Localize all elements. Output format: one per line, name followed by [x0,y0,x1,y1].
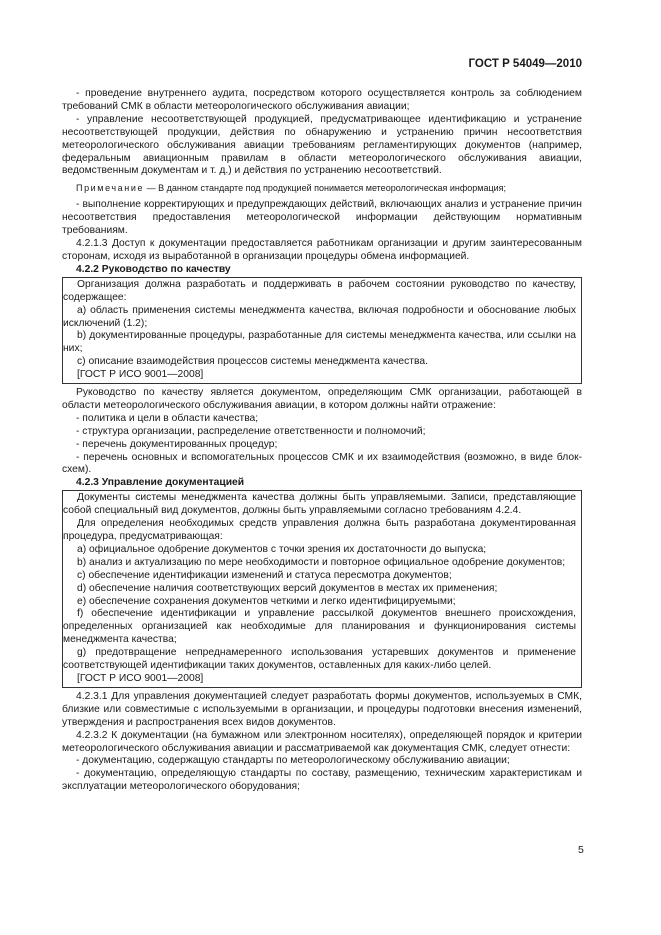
paragraph: 4.2.3.2 К документации (на бумажном или электронном носителях), определяющей порядок и критерии метеорологического обслуживания авиации и рассматриваемой как документация СМК, следует отнести: [62,729,582,754]
list-item: - политика и цели в области качества; [76,412,259,424]
standard-designation: ГОСТ Р 54049—2010 [468,58,582,70]
box-paragraph: g) предотвращение непреднамеренного использования устаревших документов и применение соответствующей идентификации таких документов, оставленных для каких-либо целей. [63,647,576,672]
paragraph: Руководство по качеству является документом, определяющим СМК организации, работающей в области метеорологического обслуживания авиации, в котором должны найти отражение: [62,387,582,411]
paragraph: 4.2.1.3 Доступ к документации предоставляется работникам организации и другим заинтересованным сторонам, исходя из выработанной в организации процедуры обмена информацией. [62,238,582,262]
page-number: 5 [578,844,584,856]
box-paragraph: Документы системы менеджмента качества должны быть управляемыми. Записи, представляющие собой специальный вид документов, должны быть управляемыми согласно требованиям 4.2.4. [63,492,576,517]
quoted-requirement-box [62,490,582,688]
box-paragraph: Для определения необходимых средств управления должна быть разработана документированная процедура, предусматривающая: [63,518,576,542]
note [62,182,582,194]
box-paragraph: b) анализ и актуализацию по мере необходимости и повторное официальное одобрение документов; [77,556,566,568]
box-paragraph: Организация должна разработать и поддерживать в рабочем состоянии руководство по качеству, содержащее: [63,278,576,303]
list-item: - структура организации, распределение ответственности и полномочий; [76,425,426,437]
paragraph: - управление несоответствующей продукцией, предусматривающее идентификацию и устранение несоответствующей продукции, действия по обнаружению и устранению причин несоответствия метеорологического обслуживания авиации требованиям регламентирующих документов (например, федеральным авиационным правилам в области метеорологического обслуживания авиации, ведомственным документам и т. д.) и действия по устранению несоответствий. [62,113,582,177]
box-paragraph: a) область применения системы менеджмента качества, включая подробности и обоснование любых исключений (1.2); [63,304,576,329]
box-reference: [ГОСТ Р ИСО 9001—2008] [77,672,204,684]
box-paragraph: f) обеспечение идентификации и управление рассылкой документов внешнего происхождения, определенных организацией как необходимые для планирования и функционирования системы менеджмента качества; [63,608,576,646]
box-paragraph: b) документированные процедуры, разработанные для системы менеджмента качества, или ссылки на них; [63,330,576,355]
quoted-requirement-box [62,277,582,384]
paragraph: - проведение внутреннего аудита, посредством которого осуществляется контроль за соблюдением требований СМК в области метеорологического обслуживания авиации; [62,88,582,112]
list-item: - документацию, содержащую стандарты по метеорологическому обслуживанию авиации; [76,755,510,767]
section-heading-4-2-3: 4.2.3 Управление документацией [76,477,245,489]
box-paragraph: c) обеспечение идентификации изменений и статуса пересмотра документов; [77,569,452,581]
list-item: - перечень основных и вспомогательных процессов СМК и их взаимодействия (возможно, в виде блок-схем). [62,451,582,476]
box-reference: [ГОСТ Р ИСО 9001—2008] [77,369,204,381]
box-paragraph: a) официальное одобрение документов с точки зрения их достаточности до выпуска; [77,543,487,555]
list-item: - перечень документированных процедур; [76,438,278,450]
section-heading-4-2-2: 4.2.2 Руководство по качеству [76,263,231,275]
box-paragraph: e) обеспечение сохранения документов четкими и легко идентифицируемыми; [77,595,456,607]
list-item: - документацию, определяющую стандарты по составу, размещению, техническим характеристикам и эксплуатации метеорологического оборудования; [62,768,582,793]
note-label: Примечание [76,183,145,194]
paragraph: - выполнение корректирующих и предупреждающих действий, включающих анализ и устранение причин несоответствия предоставления метеорологической информации действующим нормативным требованиям. [62,199,582,237]
box-paragraph: d) обеспечение наличия соответствующих версий документов в местах их применения; [77,582,498,594]
box-paragraph: c) описание взаимодействия процессов системы менеджмента качества. [77,356,428,368]
page-content [62,88,582,794]
paragraph: 4.2.3.1 Для управления документацией следует разработать формы документов, используемых в СМК, близкие или совместимые с используемыми в организации, и процедуры подготовки внесения изменений, утверждения и распространения всех видов документов. [62,690,582,728]
note-text: — В данном стандарте под продукцией понимается метеорологическая информация; [144,183,507,194]
